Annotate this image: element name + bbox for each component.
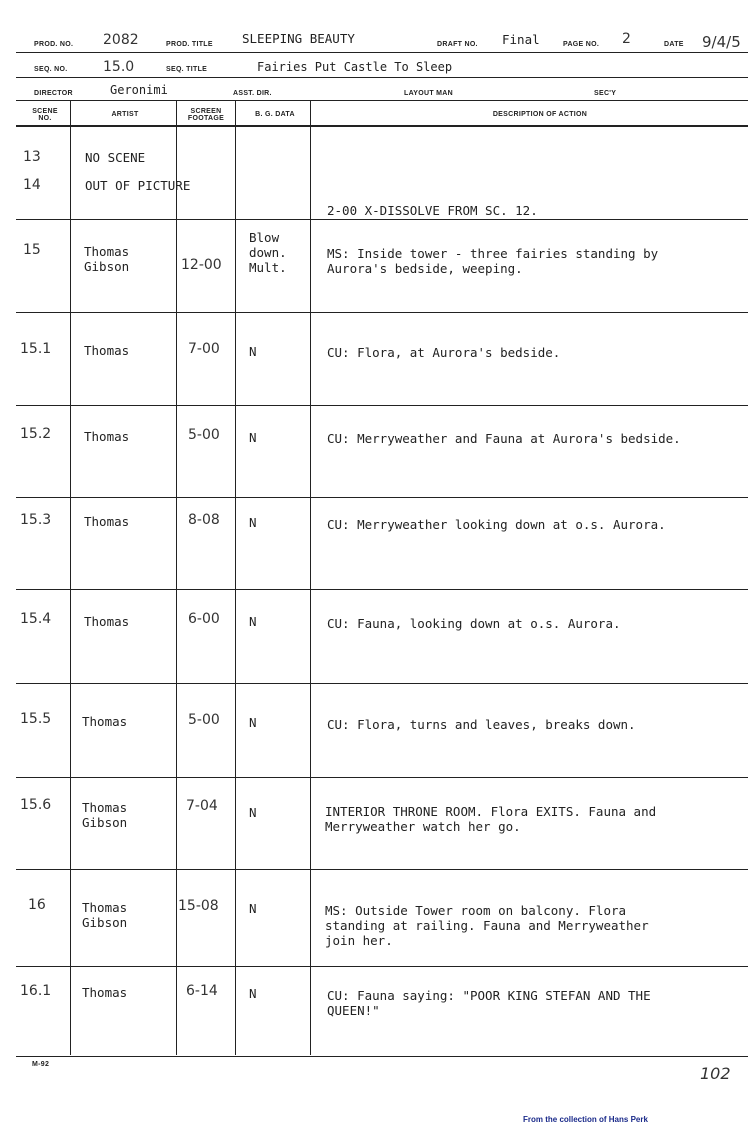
header-rule-2 — [16, 77, 748, 78]
action-description: CU: Flora, turns and leaves, breaks down. — [327, 717, 636, 732]
screen-footage: 5-00 — [188, 712, 220, 728]
bg-data: N — [249, 715, 257, 730]
row-divider — [16, 405, 748, 406]
artist-name: Thomas — [84, 614, 130, 629]
col-description: DESCRIPTION OF ACTION — [492, 111, 588, 118]
screen-footage: 12-00 — [181, 257, 222, 273]
bg-data: Blow down. Mult. — [249, 230, 287, 275]
header-rule-3 — [16, 100, 748, 101]
seq-no-label: SEQ. NO. — [34, 66, 68, 73]
row-divider — [16, 683, 748, 684]
page-number: 102 — [700, 1064, 731, 1083]
scene-number: 15.3 — [20, 512, 52, 528]
bg-data: N — [249, 986, 257, 1001]
seq-title-label: SEQ. TITLE — [166, 66, 208, 73]
scene-number: 15.1 — [20, 341, 52, 357]
layout-man-label: LAYOUT MAN — [404, 90, 454, 97]
seq-title-value: Fairies Put Castle To Sleep — [257, 60, 453, 74]
action-description: CU: Fauna, looking down at o.s. Aurora. — [327, 616, 621, 631]
artist-name: NO SCENE OUT OF PICTURE — [85, 150, 191, 193]
screen-footage: 6-14 — [186, 983, 218, 999]
column-divider — [176, 101, 177, 1055]
scene-number: 16.1 — [20, 983, 52, 999]
screen-footage: 7-04 — [186, 798, 218, 814]
row-divider — [16, 966, 748, 967]
bg-data: N — [249, 515, 257, 530]
bg-data: N — [249, 614, 257, 629]
artist-name: Thomas — [84, 343, 130, 358]
bg-data: N — [249, 901, 257, 916]
form-number: M-92 — [32, 1061, 50, 1068]
scene-number: 15.2 — [20, 426, 52, 442]
row-divider — [16, 497, 748, 498]
artist-name: Thomas — [84, 429, 130, 444]
action-description: CU: Fauna saying: "POOR KING STEFAN AND THE QUEEN!" — [327, 988, 651, 1018]
screen-footage: 7-00 — [188, 341, 220, 357]
screen-footage: 8-08 — [188, 512, 220, 528]
director-label: DIRECTOR — [34, 90, 73, 97]
date-value: 9/4/5 — [702, 33, 741, 51]
prod-no-label: PROD. NO. — [34, 41, 74, 48]
prod-no-value: 2082 — [103, 32, 139, 48]
action-description: 2-00 X-DISSOLVE FROM SC. 12. — [327, 203, 538, 218]
row-divider — [16, 869, 748, 870]
page-no-label: PAGE NO. — [563, 41, 600, 48]
secy-label: SEC'Y — [594, 90, 617, 97]
column-header-rule — [16, 125, 748, 127]
action-description: MS: Outside Tower room on balcony. Flora standing at railing. Fauna and Merryweather join her. — [325, 903, 649, 948]
action-description: CU: Merryweather looking down at o.s. Aurora. — [327, 517, 666, 532]
screen-footage: 6-00 — [188, 611, 220, 627]
action-description: CU: Flora, at Aurora's bedside. — [327, 345, 561, 360]
row-divider — [16, 777, 748, 778]
scene-number: 13 14 — [23, 149, 41, 193]
screen-footage: 5-00 — [188, 427, 220, 443]
action-description: MS: Inside tower - three fairies standing by Aurora's bedside, weeping. — [327, 246, 659, 276]
date-label: DATE — [664, 41, 684, 48]
bg-data: N — [249, 805, 257, 820]
col-scene-no: SCENE NO. — [32, 108, 58, 122]
action-description: CU: Merryweather and Fauna at Aurora's bedside. — [327, 431, 681, 446]
screen-footage: 15-08 — [178, 898, 219, 914]
scene-number: 15.6 — [20, 797, 52, 813]
bg-data: N — [249, 344, 257, 359]
artist-name: Thomas Gibson — [82, 800, 128, 830]
scene-number: 15 — [23, 242, 41, 258]
seq-no-value: 15.0 — [103, 59, 135, 75]
scene-number: 16 — [28, 897, 46, 913]
prod-title-label: PROD. TITLE — [166, 41, 213, 48]
col-artist: ARTIST — [111, 111, 139, 118]
collection-credit: From the collection of Hans Perk — [523, 1115, 648, 1124]
prod-title-value: SLEEPING BEAUTY — [242, 31, 355, 46]
bg-data: N — [249, 430, 257, 445]
artist-name: Thomas — [84, 514, 130, 529]
action-description: INTERIOR THRONE ROOM. Flora EXITS. Fauna and Merryweather watch her go. — [325, 804, 657, 834]
row-divider — [16, 219, 748, 220]
artist-name: Thomas Gibson — [84, 244, 130, 274]
artist-name: Thomas — [82, 985, 128, 1000]
column-divider — [310, 101, 311, 1055]
draft-no-value: Final — [502, 32, 540, 47]
header-rule-1 — [16, 52, 748, 53]
col-bg-data: B. G. DATA — [255, 111, 295, 118]
col-screen-footage: SCREEN FOOTAGE — [187, 108, 225, 122]
row-divider — [16, 312, 748, 313]
asst-dir-label: ASST. DIR. — [233, 90, 272, 97]
artist-name: Thomas Gibson — [82, 900, 128, 930]
artist-name: Thomas — [82, 714, 128, 729]
column-divider — [70, 101, 71, 1055]
scene-number: 15.4 — [20, 611, 52, 627]
scene-number: 15.5 — [20, 711, 52, 727]
page-no-value: 2 — [622, 31, 631, 47]
row-divider — [16, 1056, 748, 1057]
draft-no-label: DRAFT NO. — [437, 41, 478, 48]
director-value: Geronimi — [110, 83, 168, 97]
row-divider — [16, 589, 748, 590]
column-divider — [235, 101, 236, 1055]
